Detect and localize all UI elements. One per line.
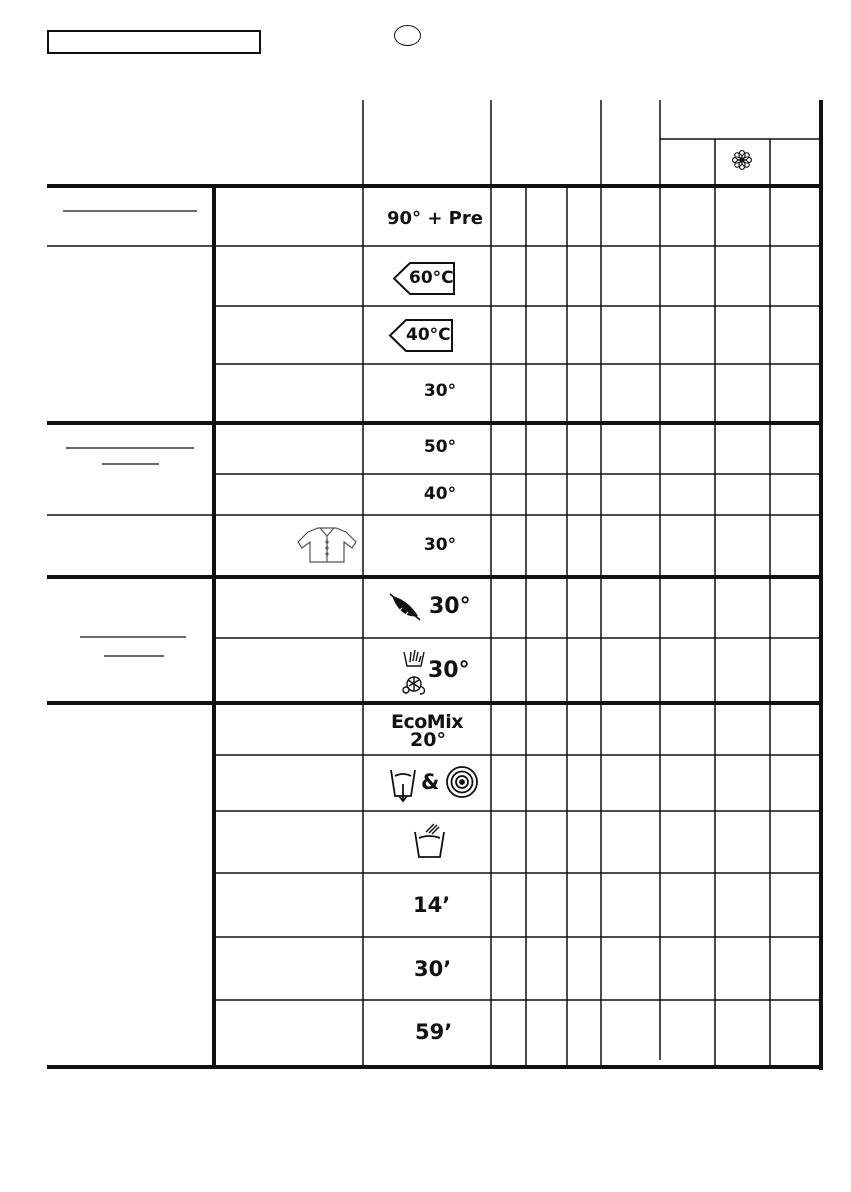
- drain-spin-ampersand: &: [421, 770, 440, 794]
- row8-programme-label: 30°: [429, 594, 471, 619]
- row7-programme-label: 30°: [423, 535, 457, 555]
- row6-programme-label: 40°: [423, 484, 457, 504]
- row2-tag-label: 60°C: [409, 268, 454, 288]
- hand-wash-wool-icon: [403, 650, 425, 694]
- row13-programme-label: 14’: [413, 893, 451, 917]
- row9-programme-label: 30°: [428, 658, 470, 683]
- row5-programme-label: 50°: [423, 437, 457, 457]
- ecomix-brand-label: EcoMix: [391, 711, 463, 733]
- rinse-icon: [415, 824, 444, 857]
- flower-icon: [733, 151, 752, 170]
- shirt-icon: [298, 528, 356, 562]
- row14-programme-label: 30’: [414, 957, 452, 981]
- row4-programme-label: 30°: [423, 381, 457, 401]
- row3-tag-label: 40°C: [406, 325, 451, 345]
- row1-programme-label: 90° + Pre: [387, 208, 483, 229]
- row15-programme-label: 59’: [415, 1020, 453, 1044]
- feather-icon: [390, 594, 420, 620]
- ecomix-temp-label: 20°: [410, 729, 446, 751]
